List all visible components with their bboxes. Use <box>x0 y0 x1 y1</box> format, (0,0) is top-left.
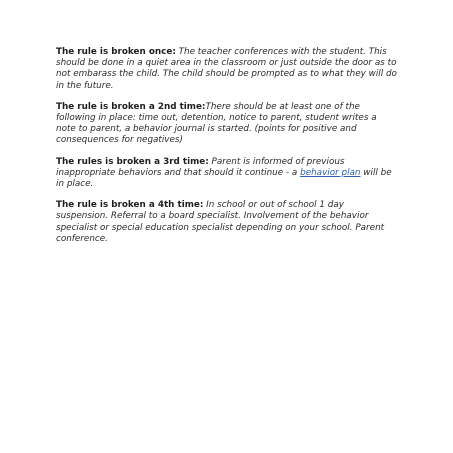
paragraph-text: In school or out of school 1 day suspension. Referral to a board specialist. Involvement of the behavior specialist or special education specialist depending on your school. Parent conference. <box>56 200 385 244</box>
behavior-plan-link[interactable]: behavior plan <box>300 167 361 178</box>
paragraph-fourth-offense <box>56 200 398 245</box>
paragraph-second-offense <box>56 102 398 147</box>
paragraph-lead: The rule is broken a 2nd time: <box>56 101 206 112</box>
paragraph-text: will be in place. <box>56 167 392 190</box>
paragraph-text: The teacher conferences with the student. This should be done in a quiet area in the classroom or just outside the door as to not embarass the child. The child should be prompted as to what they will do in the future. <box>56 47 397 91</box>
paragraph-text: Parent is informed of previous inappropriate behaviors and that should it continue - a <box>56 156 345 178</box>
paragraph-lead: The rule is broken once: <box>56 47 176 57</box>
paragraph-first-offense <box>56 47 398 92</box>
paragraph-lead: The rules is broken a 3rd time: <box>56 156 209 167</box>
paragraph-third-offense <box>56 157 398 191</box>
paragraph-lead: The rule is broken a 4th time: <box>56 200 204 211</box>
document-body <box>56 47 398 255</box>
paragraph-text: There should be at least one of the following in place: time out, detention, notice to parent, student writes a note to parent, a behavior journal is started. (points for positive and consequences for negatives) <box>56 101 377 146</box>
